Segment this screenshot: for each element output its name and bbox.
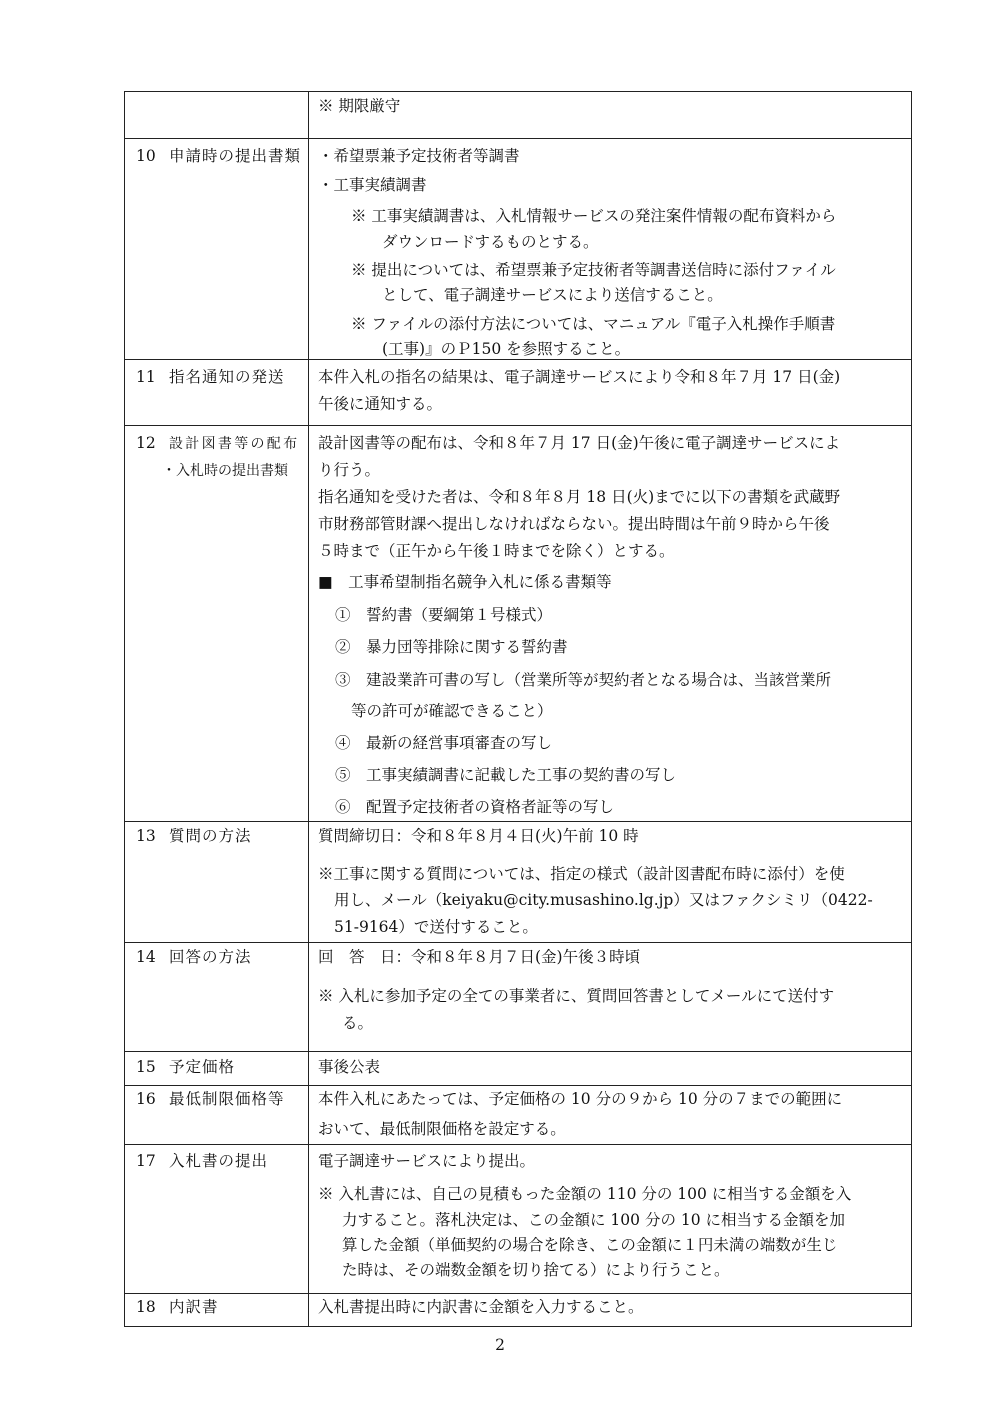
- column-divider: [308, 92, 309, 1326]
- row-text: 指名通知を受けた者は、令和８年８月 18 日(火)までに以下の書類を武蔵野: [318, 488, 841, 506]
- list-item: 等の許可が確認できること）: [351, 702, 553, 720]
- note-text: た時は、その端数金額を切り捨てる）により行うこと。: [342, 1261, 730, 1279]
- row-text: り行う。: [318, 461, 381, 479]
- row-number: 15: [136, 1058, 156, 1076]
- note-text: ※ 工事実績調書は、入札情報サービスの発注案件情報の配布資料から: [351, 207, 837, 225]
- row-label: 内訳書: [169, 1298, 219, 1316]
- row-text: 本件入札の指名の結果は、電子調達サービスにより令和８年７月 17 日(金): [318, 368, 841, 386]
- row-label: 指名通知の発送: [169, 368, 285, 386]
- row-divider: [125, 1293, 911, 1294]
- list-item: ③ 建設業許可書の写し（営業所等が契約者となる場合は、当該営業所: [335, 671, 832, 689]
- row-label: 設計図書等の配布: [169, 436, 300, 452]
- row-number: 13: [136, 827, 156, 845]
- row-number: 17: [136, 1152, 156, 1170]
- row-text: 質問締切日：令和８年８月４日(火)午前 10 時: [318, 827, 639, 845]
- row-divider: [125, 1085, 911, 1086]
- row-text: 事後公表: [318, 1058, 381, 1076]
- row-text: 設計図書等の配布は、令和８年７月 17 日(金)午後に電子調達サービスによ: [318, 434, 841, 452]
- row-divider: [125, 425, 911, 426]
- note-text: 51-9164）で送付すること。: [334, 918, 538, 936]
- note-text: 用し、メール（keiyaku@city.musashino.lg.jp）又はファクシミリ（0422-: [334, 891, 873, 909]
- row-label: 最低制限価格等: [169, 1090, 285, 1108]
- row-text: ・希望票兼予定技術者等調書: [318, 147, 520, 165]
- row-label-second-line: ・入札時の提出書類: [162, 463, 288, 479]
- row-label: 入札書の提出: [169, 1152, 269, 1170]
- row-label: 質問の方法: [169, 827, 252, 845]
- row-number: 14: [136, 948, 156, 966]
- row-text: 回 答 日：令和８年８月７日(金)午後３時頃: [318, 948, 641, 966]
- row-text: 入札書提出時に内訳書に金額を入力すること。: [318, 1298, 644, 1316]
- list-item: ② 暴力団等排除に関する誓約書: [335, 638, 568, 656]
- row-number: 12: [136, 434, 156, 452]
- page-number: 2: [495, 1336, 505, 1354]
- note-text: として、電子調達サービスにより送信すること。: [382, 286, 723, 304]
- list-item: ④ 最新の経営事項審査の写し: [335, 734, 553, 752]
- note-text: ※ 提出については、希望票兼予定技術者等調書送信時に添付ファイル: [351, 261, 836, 279]
- row-divider: [125, 1051, 911, 1052]
- row-divider: [125, 942, 911, 943]
- row-number: 16: [136, 1090, 156, 1108]
- row-text: おいて、最低制限価格を設定する。: [318, 1120, 566, 1138]
- row-text: ※ 期限厳守: [318, 97, 401, 115]
- row-text: 本件入札にあたっては、予定価格の 10 分の９から 10 分の７までの範囲に: [318, 1090, 843, 1108]
- row-divider: [125, 138, 911, 139]
- row-divider: [125, 1144, 911, 1145]
- row-label: 申請時の提出書類: [169, 147, 302, 165]
- note-text: (工事)』のＰ150 を参照すること。: [382, 340, 631, 358]
- row-text: ・工事実績調書: [318, 176, 427, 194]
- note-text: 算した金額（単価契約の場合を除き、この金額に１円未満の端数が生じ: [342, 1236, 838, 1254]
- list-item: ⑥ 配置予定技術者の資格者証等の写し: [335, 798, 615, 816]
- section-heading: ■ 工事希望制指名競争入札に係る書類等: [318, 573, 612, 591]
- note-text: ダウンロードするものとする。: [382, 233, 599, 251]
- note-text: ※ ファイルの添付方法については、マニュアル『電子入札操作手順書: [351, 315, 836, 333]
- row-number: 18: [136, 1298, 156, 1316]
- document-table: [124, 91, 912, 1327]
- row-number: 11: [136, 368, 156, 386]
- list-item: ⑤ 工事実績調書に記載した工事の契約書の写し: [335, 766, 677, 784]
- note-text: ※ 入札に参加予定の全ての事業者に、質問回答書としてメールにて送付す: [318, 987, 835, 1005]
- note-text: る。: [342, 1014, 374, 1032]
- row-label: 予定価格: [169, 1058, 236, 1076]
- row-divider: [125, 821, 911, 822]
- list-item: ① 誓約書（要綱第１号様式）: [335, 606, 553, 624]
- row-divider: [125, 359, 911, 360]
- note-text: ※ 入札書には、自己の見積もった金額の 110 分の 100 に相当する金額を入: [318, 1185, 852, 1203]
- row-text: 午後に通知する。: [318, 395, 443, 413]
- row-text: 電子調達サービスにより提出。: [318, 1152, 536, 1170]
- row-number: 10: [136, 147, 156, 165]
- row-label: 回答の方法: [169, 948, 252, 966]
- row-text: ５時まで（正午から午後１時までを除く）とする。: [318, 542, 675, 560]
- note-text: 力すること。落札決定は、この金額に 100 分の 10 に相当する金額を加: [342, 1211, 846, 1229]
- row-text: 市財務部管財課へ提出しなければならない。提出時間は午前９時から午後: [318, 515, 830, 533]
- note-text: ※工事に関する質問については、指定の様式（設計図書配布時に添付）を使: [318, 865, 845, 883]
